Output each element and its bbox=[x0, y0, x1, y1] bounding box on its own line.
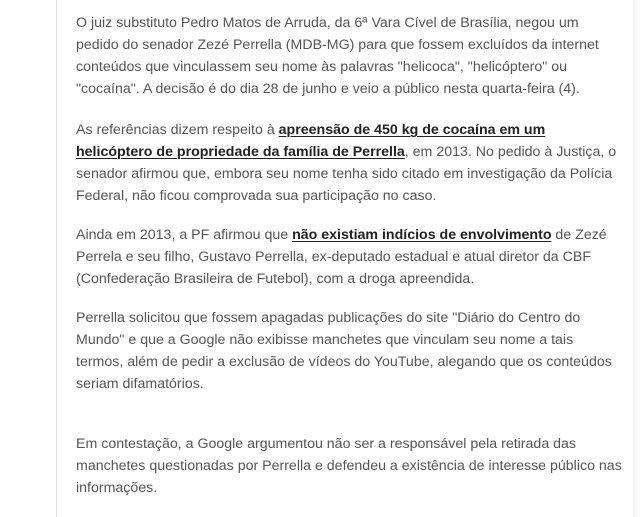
paragraph-3-text-before: Ainda em 2013, a PF afirmou que bbox=[76, 227, 293, 243]
cocaine-seizure-link[interactable]: apreensão de 450 kg de cocaína em um helicóptero de propriedade da família de Perrella bbox=[76, 122, 546, 160]
article-body bbox=[76, 12, 624, 499]
paragraph-3 bbox=[76, 224, 624, 290]
scroll-edge-shadow bbox=[633, 0, 640, 517]
paragraph-2-text-after: , em 2013. No pedido à Justiça, o senador afirmou que, embora seu nome tenha sido citado em investigação da Polícia Federal, não ficou comprovada sua participação no caso. bbox=[76, 144, 617, 204]
paragraph-4: Perrella solicitou que fossem apagadas publicações do site "Diário do Centro do Mundo" e que a Google não exibisse manchetes que vinculam seu nome a tais termos, além de pedir a exclusão de vídeos do YouTube, alegando que os conteúdos seriam difamatórios. bbox=[76, 310, 612, 392]
paragraph-2-text-before: As referências dizem respeito à bbox=[76, 122, 279, 138]
paragraph-3-text-after: de Zezé Perrela e seu filho, Gustavo Perrella, ex-deputado estadual e atual diretor da CBF (Confederação Brasileira de Futebol), com a droga apreendida. bbox=[76, 227, 607, 287]
paragraph-5: Em contestação, a Google argumentou não ser a responsável pela retirada das manchetes questionadas por Perrella e defendeu a existência de interesse público nas informações. bbox=[76, 436, 622, 496]
paragraph-1: O juiz substituto Pedro Matos de Arruda, da 6ª Vara Cível de Brasília, negou um pedido do senador Zezé Perrella (MDB-MG) para que fossem excluídos da internet conteúdos que vinculassem seu nome às palavras "helicoca", "helicóptero" ou "cocaína". A decisão é do dia 28 de junho e veio a público nesta quarta-feira (4). bbox=[76, 15, 599, 97]
paragraph-2 bbox=[76, 119, 624, 207]
no-evidence-link[interactable]: não existiam indícios de envolvimento bbox=[292, 227, 552, 243]
